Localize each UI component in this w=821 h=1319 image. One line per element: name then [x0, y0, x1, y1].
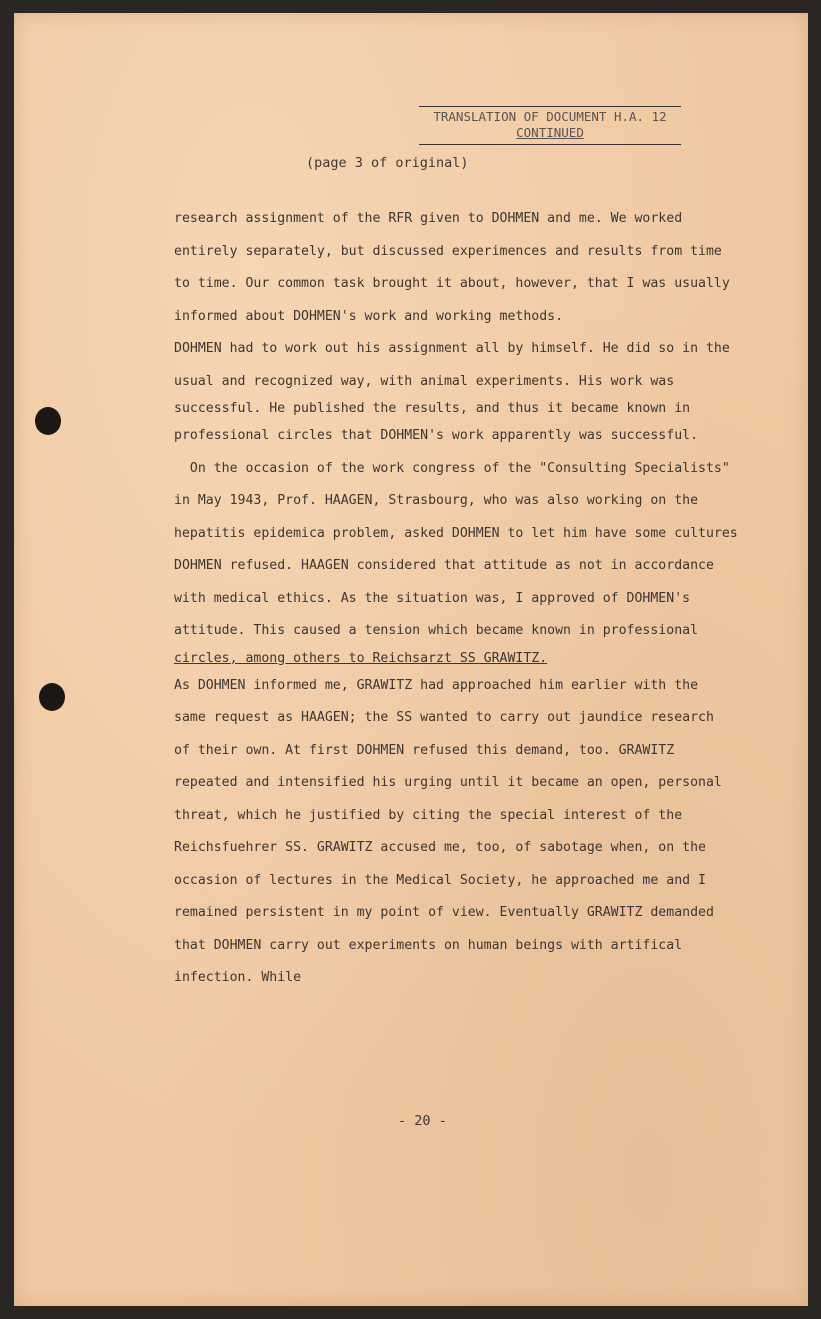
header-title: TRANSLATION OF DOCUMENT H.A. 12: [433, 109, 667, 124]
punch-hole: [35, 407, 61, 435]
text-line: informed about DOHMEN's work and working methods.: [174, 308, 564, 324]
text-line: hepatitis epidemica problem, asked DOHMEN to let him have some cultures: [174, 525, 738, 541]
text-line: Reichsfuehrer SS. GRAWITZ accused me, too, of sabotage when, on the: [174, 840, 706, 855]
text-line: occasion of lectures in the Medical Society, he approached me and I: [174, 872, 706, 888]
text-line: As DOHMEN informed me, GRAWITZ had approached him earlier with the: [174, 677, 699, 693]
text-line: professional circles that DOHMEN's work apparently was successful.: [174, 428, 699, 443]
text-line: to time. Our common task brought it about, however, that I was usually: [174, 276, 730, 291]
header-continued: CONTINUED: [516, 125, 584, 140]
text-line: circles, among others to Reichsarzt SS GRAWITZ.: [174, 650, 548, 666]
text-line: successful. He published the results, and thus it became known in: [174, 401, 691, 416]
text-line: of their own. At first DOHMEN refused this demand, too. GRAWITZ: [174, 742, 675, 758]
text-line: On the occasion of the work congress of the "Consulting Specialists": [174, 460, 730, 476]
text-line: usual and recognized way, with animal experiments. His work was: [174, 373, 675, 389]
text-line: in May 1943, Prof. HAAGEN, Strasbourg, who was also working on the: [174, 493, 699, 508]
text-line: same request as HAAGEN; the SS wanted to carry out jaundice research: [174, 710, 714, 725]
text-line: with medical ethics. As the situation was, I approved of DOHMEN's: [174, 590, 691, 606]
page-number: - 20 -: [398, 1113, 447, 1129]
document-page: [14, 13, 808, 1306]
text-line: DOHMEN refused. HAAGEN considered that attitude as not in accordance: [174, 558, 714, 573]
text-line: repeated and intensified his urging until it became an open, personal: [174, 775, 722, 790]
text-line: that DOHMEN carry out experiments on human beings with artifical: [174, 937, 683, 953]
text-line: DOHMEN had to work out his assignment all by himself. He did so in the: [174, 341, 730, 356]
punch-hole: [39, 683, 65, 711]
text-line: infection. While: [174, 970, 302, 985]
document-header: [419, 106, 681, 145]
text-line: research assignment of the RFR given to DOHMEN and me. We worked: [174, 211, 683, 226]
body-text: [174, 203, 774, 995]
text-line: remained persistent in my point of view. Eventually GRAWITZ demanded: [174, 905, 714, 920]
page-reference: (page 3 of original): [306, 155, 469, 171]
text-line: entirely separately, but discussed experimences and results from time: [174, 243, 722, 259]
text-line: attitude. This caused a tension which became known in professional: [174, 623, 699, 638]
text-line: threat, which he justified by citing the special interest of the: [174, 807, 683, 823]
